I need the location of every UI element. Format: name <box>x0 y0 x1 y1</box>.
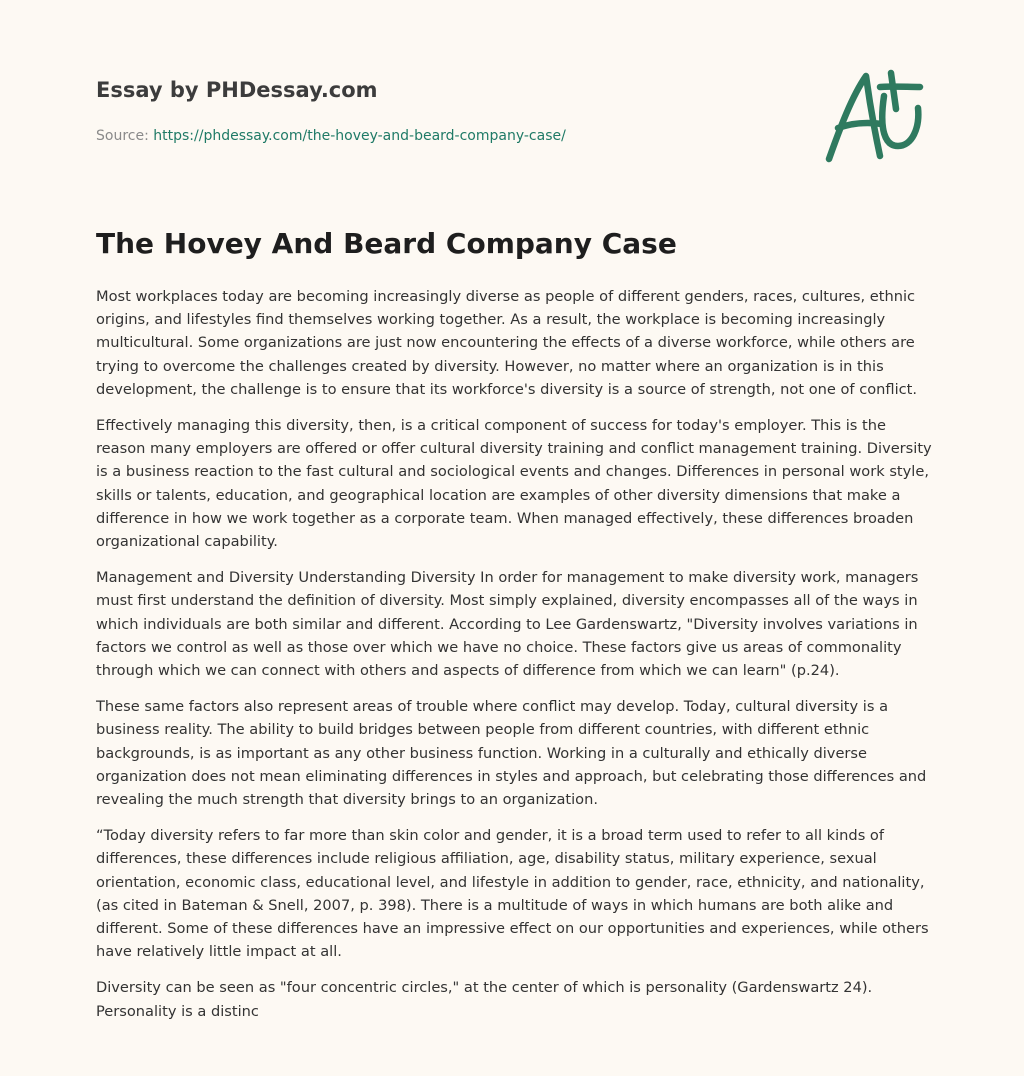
essay-paragraph: Management and Diversity Understanding Diversity In order for management to make diversity work, managers must first understand the definition of diversity. Most simply explained, diversity encompasses all of the ways in which individuals are both similar and different. According to Lee Gardenswartz, "Diversity involves variations in factors we control as well as those over which we have no choice. These factors give us areas of commonality through which we can connect with others and aspects of difference from which we can learn" (p.24). <box>96 569 919 680</box>
essay-paragraph: Diversity can be seen as "four concentric circles," at the center of which is personality (Gardenswartz 24). Personality is a distinc <box>96 979 873 1020</box>
source-label: Source: <box>96 128 149 144</box>
essay-header <box>96 76 796 146</box>
a-plus-grade-icon <box>822 66 932 166</box>
essay-paragraph: Effectively managing this diversity, then, is a critical component of success for today's employer. This is the reason many employers are offered or offer cultural diversity training and conflict management training. Diversity is a business reaction to the fast cultural and sociological events and changes. Differences in personal work style, skills or talents, education, and geographical location are examples of other diversity dimensions that make a difference in how we work together as a corporate team. When managed effectively, these differences broaden organizational capability. <box>96 417 932 551</box>
essay-title: The Hovey And Beard Company Case <box>96 227 677 260</box>
essay-paragraph: Most workplaces today are becoming increasingly diverse as people of different genders, races, cultures, ethnic origins, and lifestyles find themselves working together. As a result, the workplace is becoming increasingly multicultural. Some organizations are just now encountering the effects of a diverse workforce, while others are trying to overcome the challenges created by diversity. However, no matter where an organization is in this development, the challenge is to ensure that its workforce's diversity is a source of strength, not one of conflict. <box>96 288 918 398</box>
source-line <box>96 126 796 146</box>
source-link[interactable]: https://phdessay.com/the-hovey-and-beard-company-case/ <box>153 128 566 144</box>
essay-paragraph: “Today diversity refers to far more than skin color and gender, it is a broad term used to refer to all kinds of differences, these differences include religious affiliation, age, disability status, military experience, sexual orientation, economic class, educational level, and lifestyle in addition to gender, race, ethnicity, and nationality, (as cited in Bateman & Snell, 2007, p. 398). There is a multitude of ways in which humans are both alike and different. Some of these differences have an impressive effect on our opportunities and experiences, while others have relatively little impact at all. <box>96 827 929 961</box>
site-brand: Essay by PHDessay.com <box>96 78 378 102</box>
essay-paragraph: These same factors also represent areas of trouble where conflict may develop. Today, cultural diversity is a business reality. The ability to build bridges between people from different countries, with different ethnic backgrounds, is as important as any other business function. Working in a culturally and ethically diverse organization does not mean eliminating differences in styles and approach, but celebrating those differences and revealing the much strength that diversity brings to an organization. <box>96 698 927 809</box>
essay-body <box>96 285 932 1065</box>
